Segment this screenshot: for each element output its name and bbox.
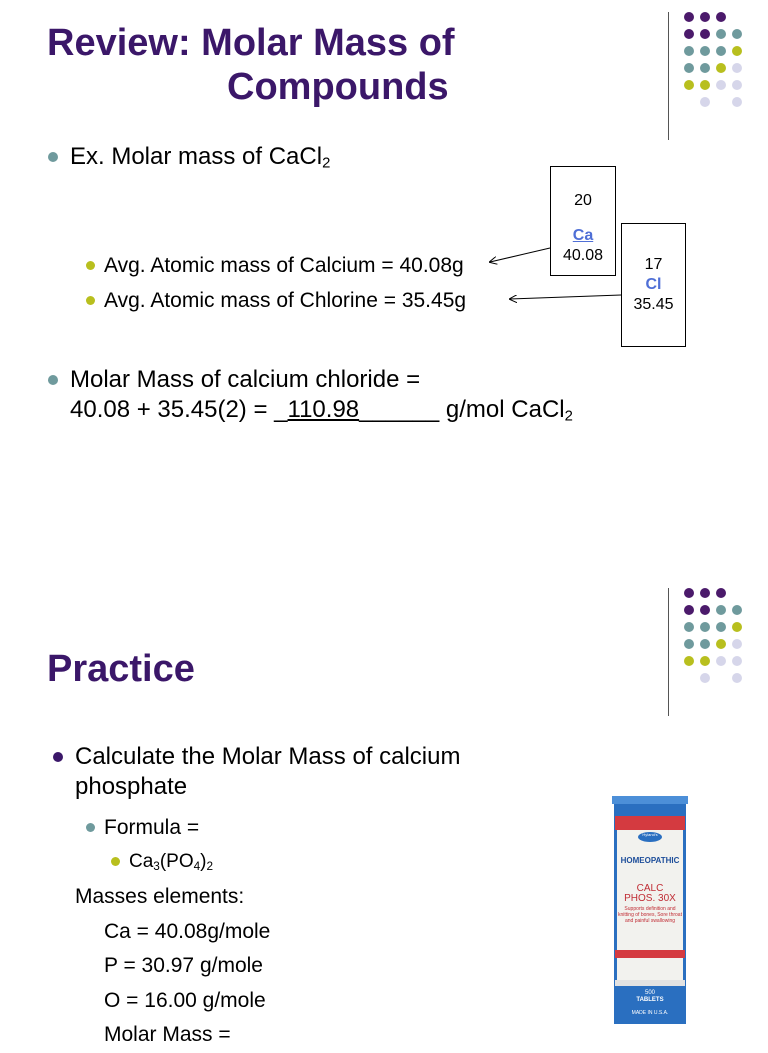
example-text: Ex. Molar mass of CaCl	[70, 143, 323, 170]
question-line-2: phosphate	[75, 773, 188, 800]
decorative-dot	[700, 673, 710, 683]
mass-ca: Ca = 40.08g/mole	[104, 919, 271, 943]
product-type: HOMEOPATHIC	[620, 856, 680, 865]
formula-sub-3: 3	[153, 859, 160, 873]
tablet-count	[612, 990, 688, 1004]
molar-mass-line-1: Molar Mass of calcium chloride =	[70, 366, 421, 393]
molar-mass-bullet	[70, 365, 573, 432]
decorative-dot	[732, 622, 742, 632]
calcium-atomic-mass: 40.08	[562, 247, 604, 264]
decorative-dot	[700, 639, 710, 649]
mass-p: P = 30.97 g/mole	[104, 954, 263, 977]
product-name	[612, 884, 688, 904]
chlorine-symbol: Cl	[645, 276, 662, 293]
made-in-usa: MADE IN U.S.A.	[631, 1010, 669, 1016]
decorative-dot	[732, 605, 742, 615]
decorative-dot	[700, 588, 710, 598]
formula-bullet	[104, 814, 199, 842]
bullet-icon	[53, 752, 63, 762]
chlorine-mass-text: Avg. Atomic mass of Chlorine = 35.45g	[104, 289, 467, 312]
molar-mass-unit: g/mol CaCl	[439, 396, 565, 423]
decorative-dot	[684, 605, 694, 615]
calcium-symbol-link[interactable]: Ca	[572, 227, 594, 244]
formula-label: Formula =	[104, 816, 200, 839]
formula-sub-4: 4	[193, 859, 201, 873]
chlorine-atomic-number: 17	[644, 256, 663, 273]
decorative-dot	[716, 622, 726, 632]
chlorine-arrow	[510, 295, 621, 299]
example-subscript: 2	[322, 155, 331, 172]
decorative-dot	[700, 622, 710, 632]
decorative-dot	[716, 656, 726, 666]
decorative-dot	[700, 656, 710, 666]
decorative-dot	[716, 605, 726, 615]
decorative-dot	[732, 673, 742, 683]
formula-part-ca: Ca	[129, 851, 154, 872]
molar-mass-line-2	[70, 395, 573, 432]
brand-logo: Hyland's	[642, 832, 658, 837]
formula-part-paren: )	[200, 851, 207, 872]
bullet-icon	[48, 375, 58, 385]
formula-sub-2: 2	[206, 859, 214, 873]
decorative-dot	[684, 588, 694, 598]
calcium-atomic-number: 20	[574, 192, 592, 209]
decorative-dot	[684, 656, 694, 666]
slide-practice	[0, 578, 768, 1046]
calcium-mass-text: Avg. Atomic mass of Calcium = 40.08g	[104, 254, 464, 277]
formula-value-bullet	[129, 848, 213, 881]
element-masses-block	[75, 880, 270, 1053]
decorative-dot	[700, 605, 710, 615]
product-description: Supports definition and knitting of bones, Sore throat and painful swallowing	[618, 906, 682, 924]
title-line-1: Review: Molar Mass of	[47, 22, 455, 64]
title-line-2: Compounds	[227, 66, 449, 108]
unit-subscript: 2	[564, 408, 573, 425]
decorative-dot	[732, 639, 742, 649]
question-line-1: Calculate the Molar Mass of calcium	[75, 743, 461, 770]
masses-label: Masses elements:	[75, 885, 245, 908]
slide-title: Practice	[47, 648, 195, 690]
molar-mass-answer: 110.98	[287, 396, 360, 423]
slide-review-molar-mass	[0, 0, 768, 512]
formula-part-po: (PO	[159, 851, 194, 872]
bullet-icon	[86, 823, 95, 832]
calcium-arrow	[490, 248, 550, 262]
chlorine-atomic-mass: 35.45	[633, 296, 674, 313]
product-name-line-2: PHOS. 30X	[624, 893, 676, 904]
decorative-dot	[684, 622, 694, 632]
molar-mass-expression: 40.08 + 35.45(2) =	[70, 396, 268, 423]
mass-o: O = 16.00 g/mole	[104, 988, 266, 1012]
decorative-dot	[732, 656, 742, 666]
answer-blank-suffix: ______	[359, 396, 440, 423]
bullet-icon	[111, 857, 120, 866]
tablet-count-number: 500	[644, 990, 655, 996]
decorative-dot	[684, 639, 694, 649]
tablet-count-label: TABLETS	[636, 997, 664, 1003]
calc-phos-box-image	[612, 796, 688, 1024]
decorative-dot	[716, 588, 726, 598]
answer-blank-prefix: _	[274, 396, 288, 423]
molar-mass-cut-line: Molar Mass =	[104, 1023, 231, 1046]
divider-line	[668, 588, 669, 716]
practice-question-bullet	[75, 742, 460, 802]
connector-arrows	[0, 0, 768, 512]
decorative-dot	[716, 639, 726, 649]
product-name-line-1: CALC	[636, 883, 664, 894]
